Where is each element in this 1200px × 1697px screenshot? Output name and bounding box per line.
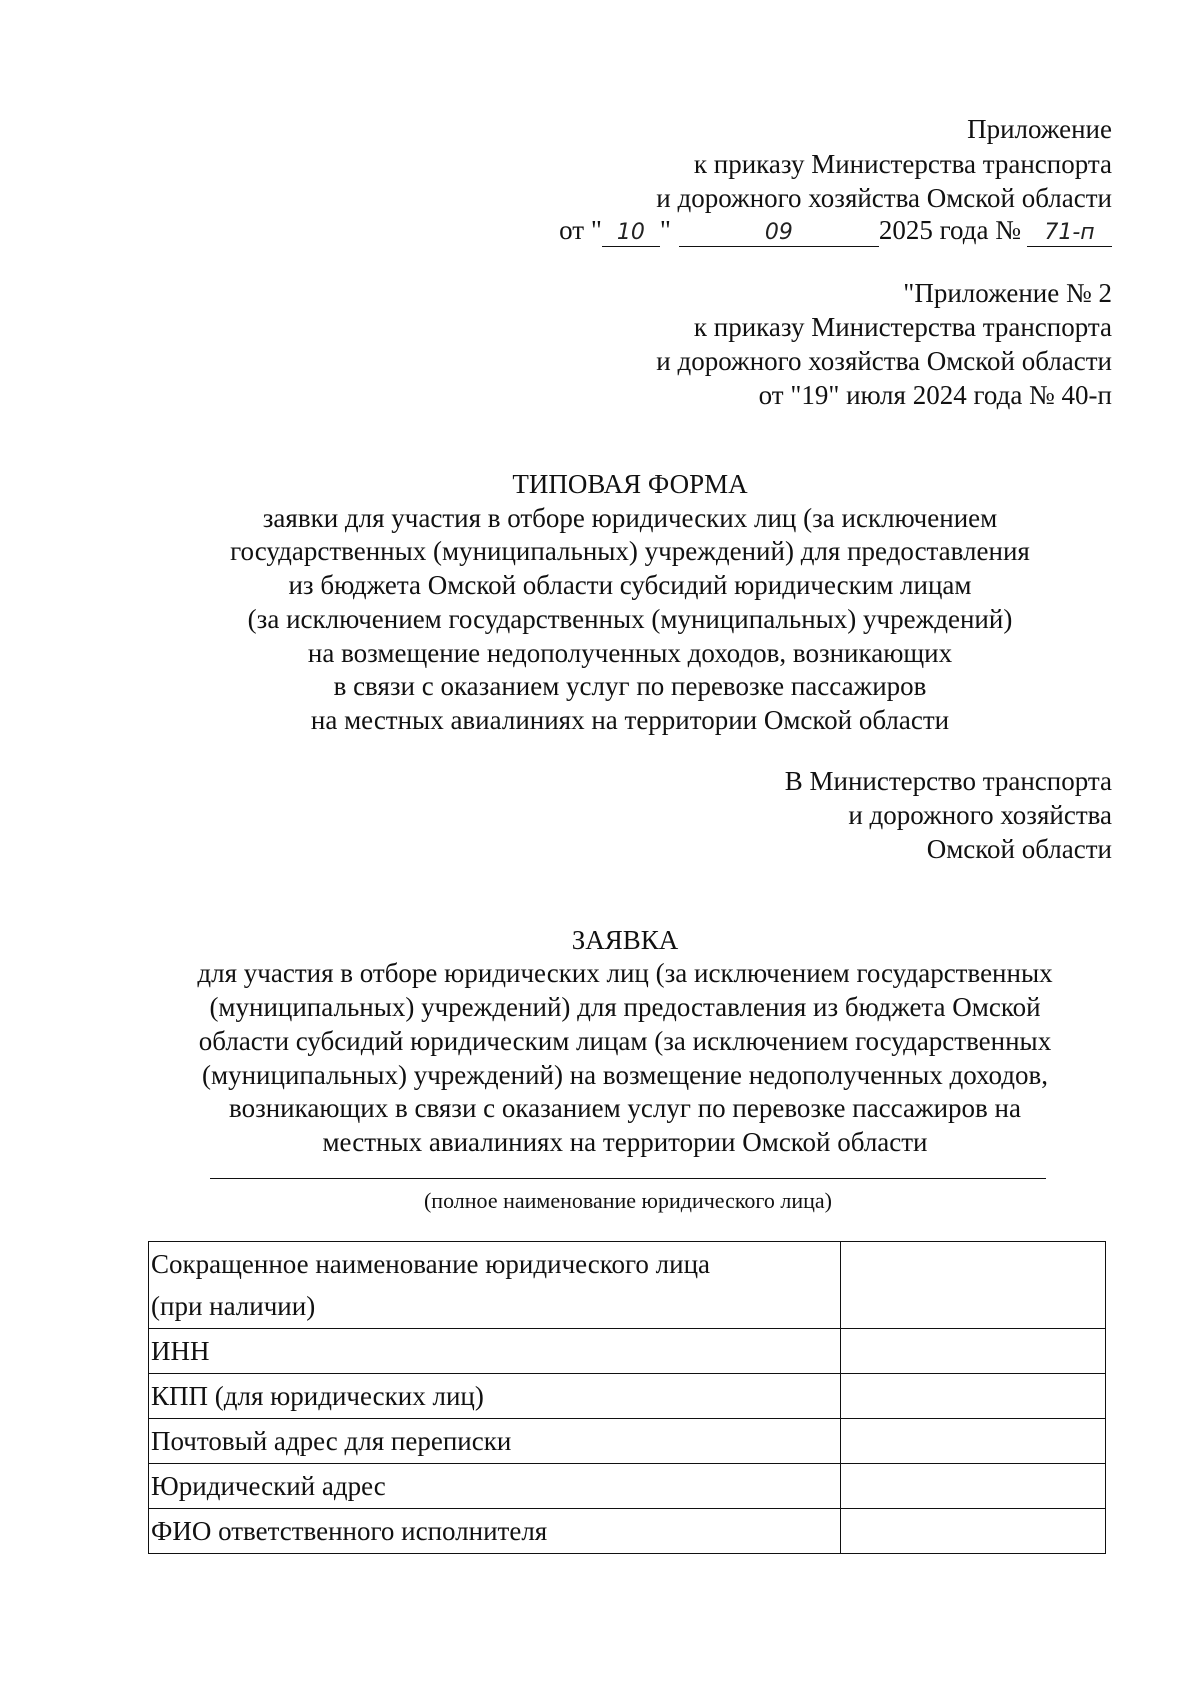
addressee-line: Омской области — [926, 834, 1112, 864]
row-label-short-name — [149, 1242, 841, 1329]
application-text-line: возникающих в связи с оказанием услуг по перевозке пассажиров на — [229, 1093, 1021, 1123]
row-label-postal-address: Почтовый адрес для переписки — [149, 1419, 841, 1464]
addressee-line: В Министерство транспорта — [784, 766, 1112, 796]
date-prefix: от " — [559, 215, 602, 245]
responsible-person-value-cell[interactable] — [841, 1509, 1106, 1554]
table-row — [149, 1242, 1106, 1329]
row-label-text: Сокращенное наименование юридического лица — [151, 1249, 711, 1279]
row-label-kpp: КПП (для юридических лиц) — [149, 1374, 841, 1419]
form-title-line: заявки для участия в отборе юридических лиц (за исключением — [262, 503, 998, 533]
row-label-responsible-person: ФИО ответственного исполнителя — [149, 1509, 841, 1554]
full-name-caption: (полное наименование юридического лица) — [423, 1188, 833, 1213]
date-month-field: 09 — [679, 220, 879, 247]
date-day-field: 10 — [602, 220, 660, 247]
addressee-line: и дорожного хозяйства — [848, 800, 1112, 830]
inn-value-cell[interactable] — [841, 1329, 1106, 1374]
postal-address-value-cell[interactable] — [841, 1419, 1106, 1464]
form-title-line: на возмещение недополученных доходов, возникающих — [307, 638, 953, 668]
table-row — [149, 1419, 1106, 1464]
row-label-inn: ИНН — [149, 1329, 841, 1374]
row-label-text: (при наличии) — [151, 1291, 316, 1321]
short-name-value-cell[interactable] — [841, 1242, 1106, 1329]
prior-ministry-line: и дорожного хозяйства Омской области — [656, 346, 1112, 376]
header-order-line: к приказу Министерства транспорта — [693, 149, 1112, 179]
applicant-info-table — [148, 1241, 1106, 1554]
form-title-line: на местных авиалиниях на территории Омской области — [310, 705, 950, 735]
form-title-line: из бюджета Омской области субсидий юридическим лицам — [288, 570, 972, 600]
row-label-legal-address: Юридический адрес — [149, 1464, 841, 1509]
application-text-line: местных авиалиниях на территории Омской области — [322, 1127, 928, 1157]
header-ministry-line: и дорожного хозяйства Омской области — [656, 183, 1112, 213]
application-text-line: (муниципальных) учреждений) для предоставления из бюджета Омской — [209, 992, 1041, 1022]
date-quote-close: " — [659, 215, 671, 245]
form-title-line: (за исключением государственных (муниципальных) учреждений) — [247, 604, 1013, 634]
table-row — [149, 1464, 1106, 1509]
form-title-line: государственных (муниципальных) учреждений) для предоставления — [230, 536, 1030, 566]
full-name-field-line[interactable] — [210, 1178, 1046, 1179]
order-number-field: 71-п — [1027, 220, 1112, 247]
table-row — [149, 1329, 1106, 1374]
date-year-text: 2025 года № — [878, 215, 1021, 245]
header-appendix-label: Приложение — [967, 114, 1112, 144]
form-title-line: в связи с оказанием услуг по перевозке пассажиров — [333, 671, 927, 701]
prior-appendix-label: "Приложение № 2 — [903, 278, 1112, 308]
form-heading: ТИПОВАЯ ФОРМА — [512, 469, 748, 499]
table-row — [149, 1509, 1106, 1554]
application-text-line: области субсидий юридическим лицам (за исключением государственных — [198, 1026, 1052, 1056]
legal-address-value-cell[interactable] — [841, 1464, 1106, 1509]
application-text-line: для участия в отборе юридических лиц (за исключением государственных — [197, 958, 1053, 988]
kpp-value-cell[interactable] — [841, 1374, 1106, 1419]
application-heading: ЗАЯВКА — [571, 925, 679, 955]
prior-date-line: от "19" июля 2024 года № 40-п — [758, 380, 1112, 410]
application-text-line: (муниципальных) учреждений) на возмещение недополученных доходов, — [202, 1060, 1048, 1090]
header-date-line — [559, 214, 1112, 247]
table-row — [149, 1374, 1106, 1419]
prior-order-line: к приказу Министерства транспорта — [693, 312, 1112, 342]
